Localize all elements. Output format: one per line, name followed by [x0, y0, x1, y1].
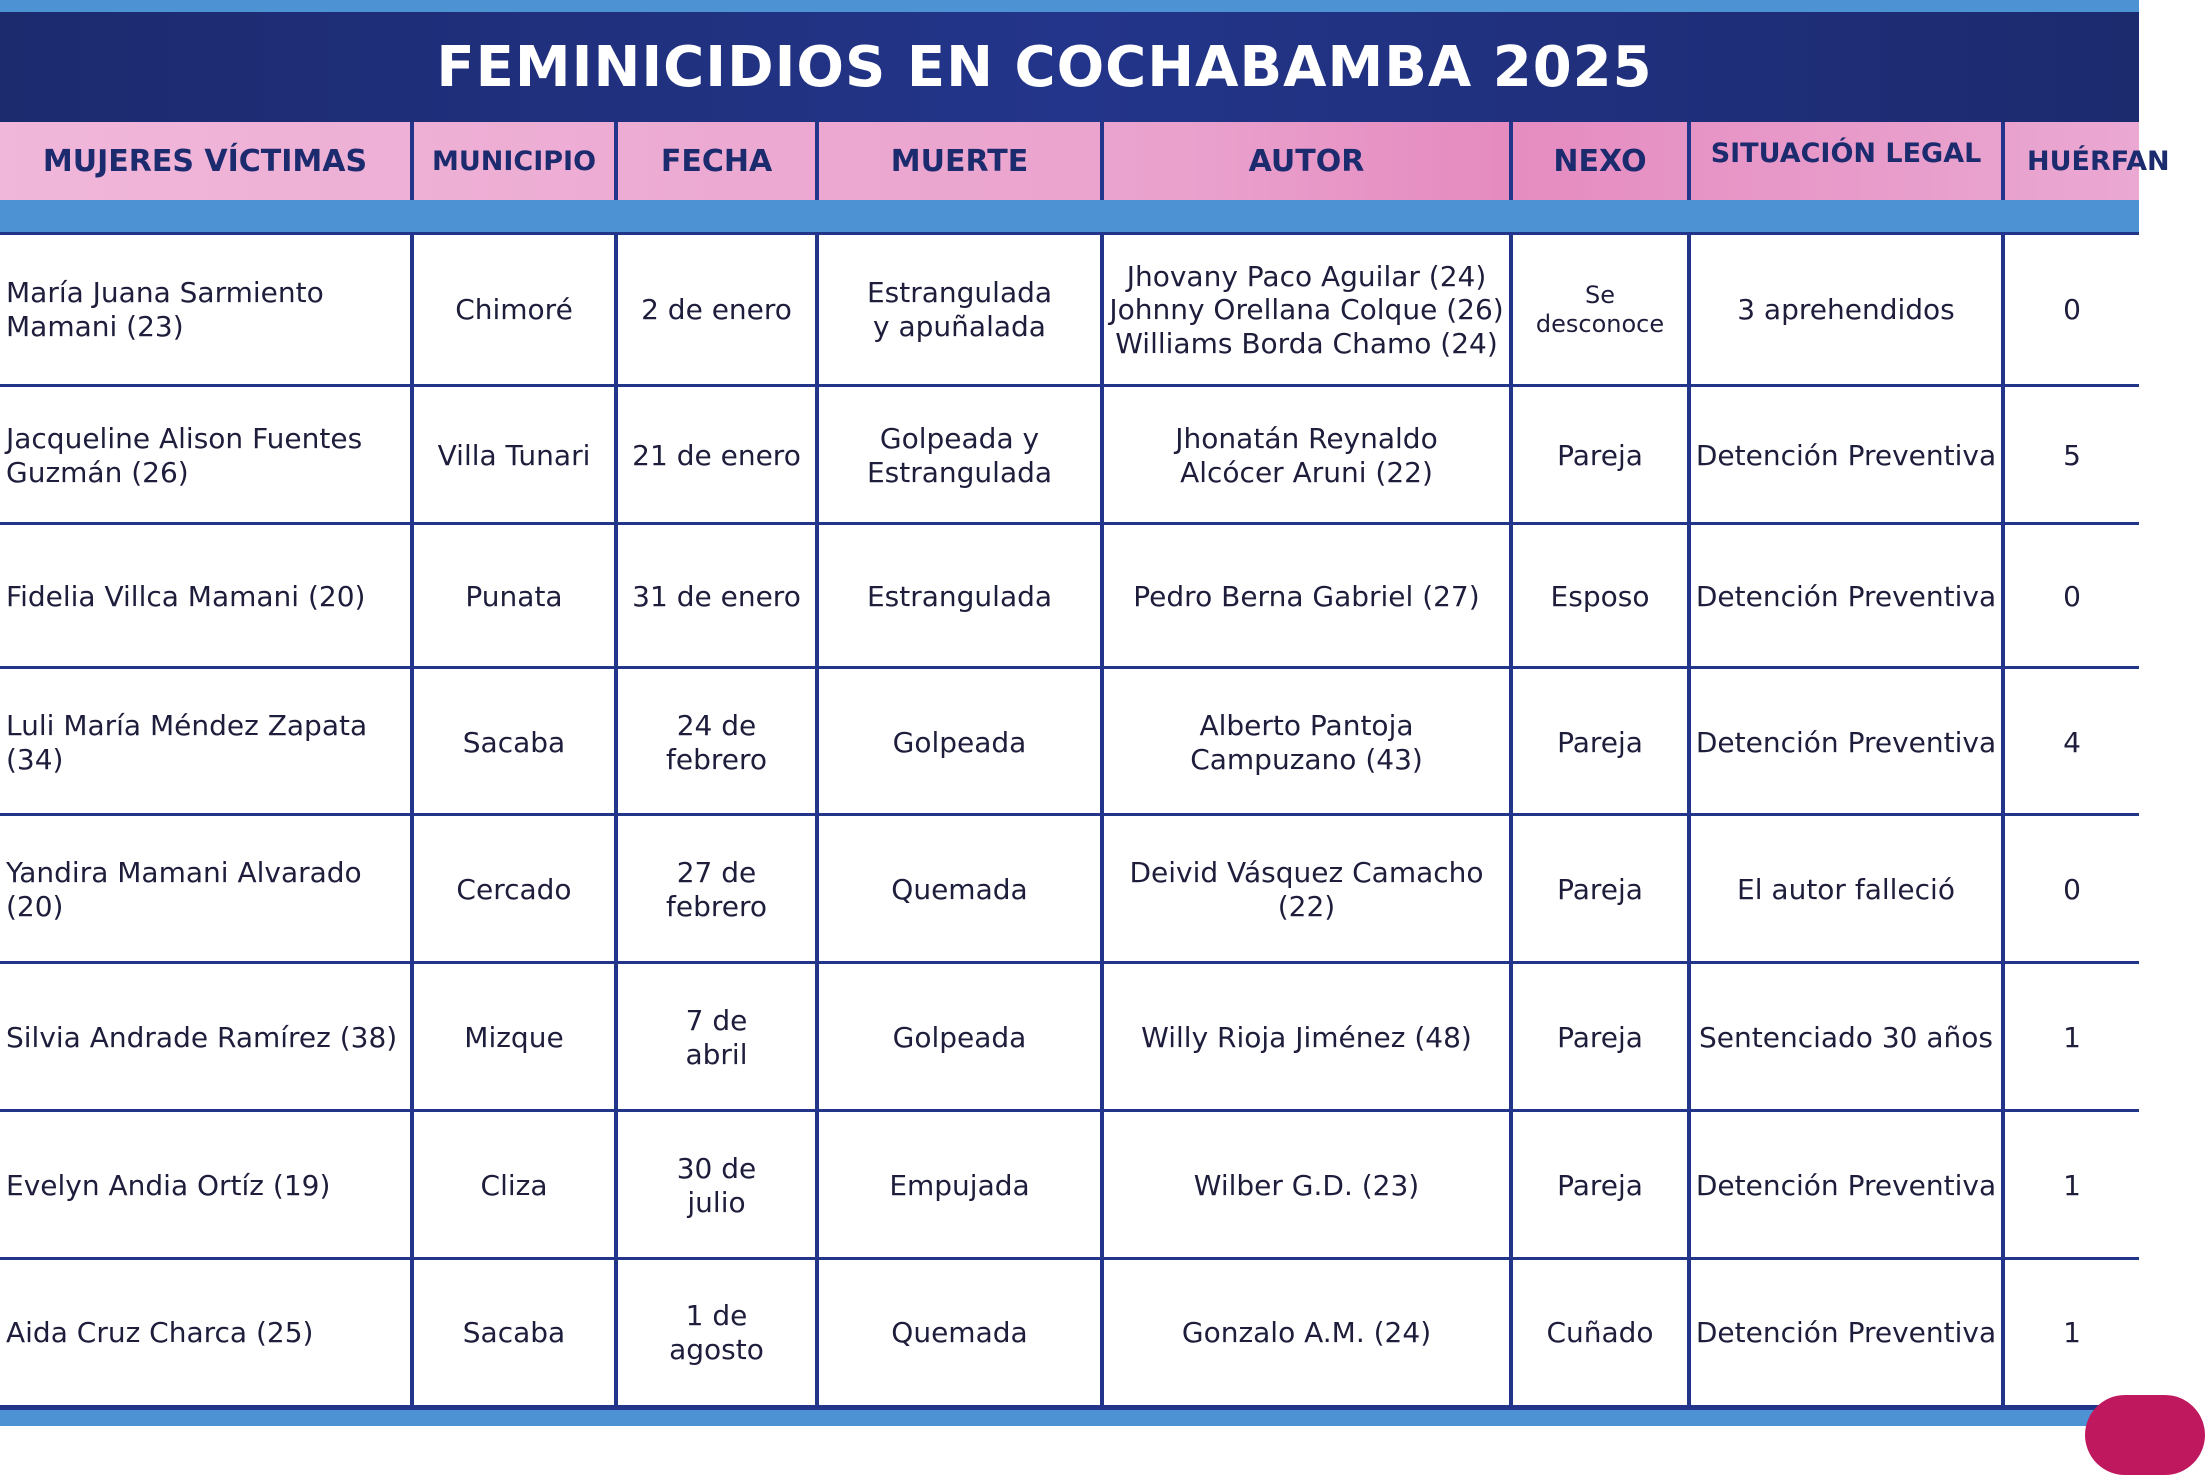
cell-legal: [1691, 1261, 2001, 1405]
cell-text-line: Deivid Vásquez Camacho (22): [1129, 856, 1484, 923]
cell-date: [618, 388, 815, 524]
cell-author: [1104, 670, 1509, 815]
cell-text-line: Fidelia Villca Mamani (20): [6, 580, 366, 614]
cell-death: [819, 234, 1100, 386]
cell-text-line: Estrangulada: [866, 580, 1053, 614]
cell-text-line: 30 de: [676, 1152, 757, 1186]
cell-text-line: Cuñado: [1546, 1316, 1654, 1350]
cell-text-line: julio: [687, 1186, 746, 1219]
cell-text-line: Mizque: [464, 1021, 564, 1055]
cell-text-line: desconoce: [1535, 310, 1665, 338]
cell-victim: [6, 965, 410, 1111]
title-banner: [0, 12, 2139, 122]
cell-municipality: [414, 1261, 614, 1405]
column-divider: [1100, 122, 1104, 200]
cell-link: [1513, 388, 1687, 524]
cell-text-line: Jhovany Paco Aguilar (24): [1126, 259, 1487, 293]
cell-text-line: Quemada: [891, 1316, 1028, 1350]
cell-orphans: [2005, 817, 2139, 963]
cell-death: [819, 388, 1100, 524]
header-date: FECHA: [660, 143, 773, 179]
top-accent-strip: [0, 0, 2139, 12]
column-divider: [1509, 232, 1513, 1405]
cell-text-line: Gonzalo A.M. (24): [1181, 1316, 1432, 1350]
cell-death: [819, 817, 1100, 963]
table-header: [0, 122, 2170, 200]
cell-death: [819, 1261, 1100, 1405]
cell-text-line: Detención Preventiva: [1695, 725, 1997, 759]
cell-text-line: 1: [2063, 1316, 2081, 1350]
cell-date: [618, 670, 815, 815]
cell-text-line: Willy Rioja Jiménez (48): [1141, 1021, 1472, 1055]
cell-legal: [1691, 388, 2001, 524]
cell-date: [618, 817, 815, 963]
cell-orphans: [2005, 670, 2139, 815]
cell-death: [819, 670, 1100, 815]
cell-author: [1104, 965, 1509, 1111]
cell-author: [1104, 1113, 1509, 1259]
cell-victim: [6, 388, 410, 524]
cell-text-line: El autor falleció: [1737, 873, 1955, 907]
cell-text-line: 24 de: [676, 708, 757, 742]
cell-text-line: 0: [2063, 873, 2081, 907]
table-row: [0, 965, 2139, 1111]
cell-municipality: [414, 234, 614, 386]
cell-text-line: Se: [1585, 281, 1615, 310]
header-separator-bar: [0, 200, 2139, 232]
cell-link: [1513, 526, 1687, 668]
cell-text-line: 4: [2063, 725, 2081, 759]
cell-municipality: [414, 1113, 614, 1259]
cell-text-line: 0: [2063, 293, 2081, 327]
cell-date: [618, 1113, 815, 1259]
cell-author: [1104, 526, 1509, 668]
cell-text-line: agosto: [669, 1333, 764, 1366]
cell-text-line: Esposo: [1550, 580, 1650, 614]
table-row: [0, 234, 2139, 386]
cell-text-line: Detención Preventiva: [1695, 439, 1997, 473]
cell-text-line: Estrangulada: [866, 276, 1053, 310]
table-row: [0, 388, 2139, 524]
cell-legal: [1691, 817, 2001, 963]
cell-text-line: Pareja: [1557, 439, 1643, 473]
cell-text-line: Detención Preventiva: [1695, 580, 1997, 614]
cell-legal: [1691, 965, 2001, 1111]
cell-text-line: 5: [2063, 439, 2081, 473]
corner-decoration: [2085, 1395, 2205, 1475]
cell-municipality: [414, 670, 614, 815]
cell-text-line: Villa Tunari: [437, 439, 591, 473]
header-victims: MUJERES VÍCTIMAS: [42, 143, 368, 179]
cell-link: [1513, 965, 1687, 1111]
cell-text-line: Mamani (23): [6, 310, 184, 343]
cell-text-line: Golpeada: [892, 725, 1027, 759]
cell-link: [1513, 1113, 1687, 1259]
cell-text-line: Silvia Andrade Ramírez (38): [6, 1021, 398, 1055]
cell-text-line: Alberto Pantoja: [1199, 708, 1414, 742]
cell-text-line: Cliza: [480, 1169, 548, 1203]
cell-text-line: 1: [2063, 1021, 2081, 1055]
cell-link: [1513, 670, 1687, 815]
cell-text-line: 21 de enero: [632, 439, 801, 473]
cell-legal: [1691, 526, 2001, 668]
page-title: FEMINICIDIOS EN COCHABAMBA 2025: [436, 34, 1653, 100]
cell-text-line: 31 de enero: [632, 580, 801, 614]
column-divider: [1509, 122, 1513, 200]
cell-text-line: 7 de: [685, 1004, 748, 1038]
cell-orphans: [2005, 388, 2139, 524]
cell-text-line: Detención Preventiva: [1695, 1169, 1997, 1203]
cell-text-line: Yandira Mamani Alvarado (20): [6, 856, 362, 923]
cell-text-line: Punata: [465, 580, 563, 614]
cell-victim: [6, 1113, 410, 1259]
cell-text-line: Golpeada: [892, 1021, 1027, 1055]
column-divider: [614, 122, 618, 200]
cell-text-line: 1 de: [685, 1299, 748, 1333]
cell-text-line: abril: [685, 1038, 748, 1071]
cell-date: [618, 234, 815, 386]
cell-text-line: Pareja: [1557, 873, 1643, 907]
cell-victim: [6, 526, 410, 668]
column-divider: [1100, 232, 1104, 1405]
column-divider: [815, 122, 819, 200]
column-divider: [614, 232, 618, 1405]
cell-text-line: Chimoré: [455, 293, 573, 327]
cell-municipality: [414, 388, 614, 524]
cell-text-line: Jacqueline Alison Fuentes: [6, 422, 363, 456]
cell-text-line: Pareja: [1557, 1021, 1643, 1055]
cell-victim: [6, 1261, 410, 1405]
cell-link: [1513, 234, 1687, 386]
cell-text-line: Johnny Orellana Colque (26): [1109, 293, 1504, 327]
cell-orphans: [2005, 1261, 2139, 1405]
cell-orphans: [2005, 526, 2139, 668]
column-divider: [1687, 122, 1691, 200]
cell-text-line: Estrangulada: [866, 456, 1053, 489]
cell-legal: [1691, 234, 2001, 386]
cell-orphans: [2005, 1113, 2139, 1259]
cell-text-line: 1: [2063, 1169, 2081, 1203]
column-divider: [410, 232, 414, 1405]
cell-text-line: Williams Borda Chamo (24): [1115, 326, 1498, 360]
column-divider: [815, 232, 819, 1405]
column-divider: [410, 122, 414, 200]
cell-text-line: Sacaba: [462, 725, 566, 759]
cell-text-line: 3 aprehendidos: [1737, 293, 1955, 327]
cell-text-line: y apuñalada: [873, 310, 1046, 343]
cell-text-line: Luli María Méndez Zapata (34): [6, 708, 368, 776]
cell-link: [1513, 1261, 1687, 1405]
cell-date: [618, 965, 815, 1111]
cell-author: [1104, 1261, 1509, 1405]
cell-author: [1104, 388, 1509, 524]
header-legal-status: SITUACIÓN LEGAL: [1710, 137, 1982, 169]
cell-text-line: febrero: [665, 890, 767, 923]
cell-death: [819, 1113, 1100, 1259]
cell-municipality: [414, 526, 614, 668]
cell-orphans: [2005, 234, 2139, 386]
header-author: AUTOR: [1248, 143, 1365, 179]
cell-text-line: Detención Preventiva: [1695, 1316, 1997, 1350]
cell-text-line: María Juana Sarmiento: [6, 276, 324, 310]
cell-municipality: [414, 965, 614, 1111]
cell-text-line: Pareja: [1557, 725, 1643, 759]
cell-text-line: Empujada: [889, 1169, 1030, 1203]
cell-victim: [6, 817, 410, 963]
cell-death: [819, 526, 1100, 668]
cell-text-line: Wilber G.D. (23): [1193, 1169, 1420, 1203]
column-divider: [2001, 122, 2005, 200]
cell-legal: [1691, 1113, 2001, 1259]
cell-text-line: Sentenciado 30 años: [1699, 1021, 1993, 1055]
cell-text-line: Jhonatán Reynaldo: [1175, 422, 1438, 456]
header-link: NEXO: [1553, 143, 1647, 179]
header-death: MUERTE: [890, 143, 1029, 179]
cell-legal: [1691, 670, 2001, 815]
cell-text-line: febrero: [665, 742, 767, 776]
cell-text-line: Cercado: [456, 873, 572, 907]
cell-text-line: Pedro Berna Gabriel (27): [1133, 580, 1480, 614]
header-municipality: MUNICIPIO: [431, 145, 597, 177]
column-divider: [2001, 232, 2005, 1405]
table-row: [0, 1261, 2139, 1405]
cell-death: [819, 965, 1100, 1111]
cell-text-line: 2 de enero: [641, 293, 792, 327]
bottom-accent-bar: [0, 1405, 2139, 1426]
cell-orphans: [2005, 965, 2139, 1111]
table-row: [0, 670, 2139, 815]
cell-date: [618, 1261, 815, 1405]
cell-victim: [6, 234, 410, 386]
cell-author: [1104, 234, 1509, 386]
cell-text-line: Aida Cruz Charca (25): [6, 1316, 314, 1350]
table-row: [0, 817, 2139, 963]
cell-text-line: Quemada: [891, 873, 1028, 907]
cell-text-line: Sacaba: [462, 1316, 566, 1350]
cell-municipality: [414, 817, 614, 963]
header-orphans: HUÉRFAN: [2027, 145, 2170, 177]
cell-link: [1513, 817, 1687, 963]
cell-author: [1104, 817, 1509, 963]
cell-text-line: Guzmán (26): [6, 456, 189, 489]
cell-victim: [6, 670, 410, 815]
cell-text-line: Evelyn Andia Ortíz (19): [6, 1169, 331, 1203]
cell-text-line: Alcócer Aruni (22): [1180, 456, 1433, 489]
cell-text-line: 0: [2063, 580, 2081, 614]
cell-text-line: 27 de: [676, 856, 757, 890]
cell-text-line: Golpeada y: [879, 422, 1040, 456]
column-divider: [1687, 232, 1691, 1405]
table-row: [0, 526, 2139, 668]
cell-date: [618, 526, 815, 668]
table-row: [0, 1113, 2139, 1259]
cell-text-line: Pareja: [1557, 1169, 1643, 1203]
cell-text-line: Campuzano (43): [1190, 742, 1423, 776]
